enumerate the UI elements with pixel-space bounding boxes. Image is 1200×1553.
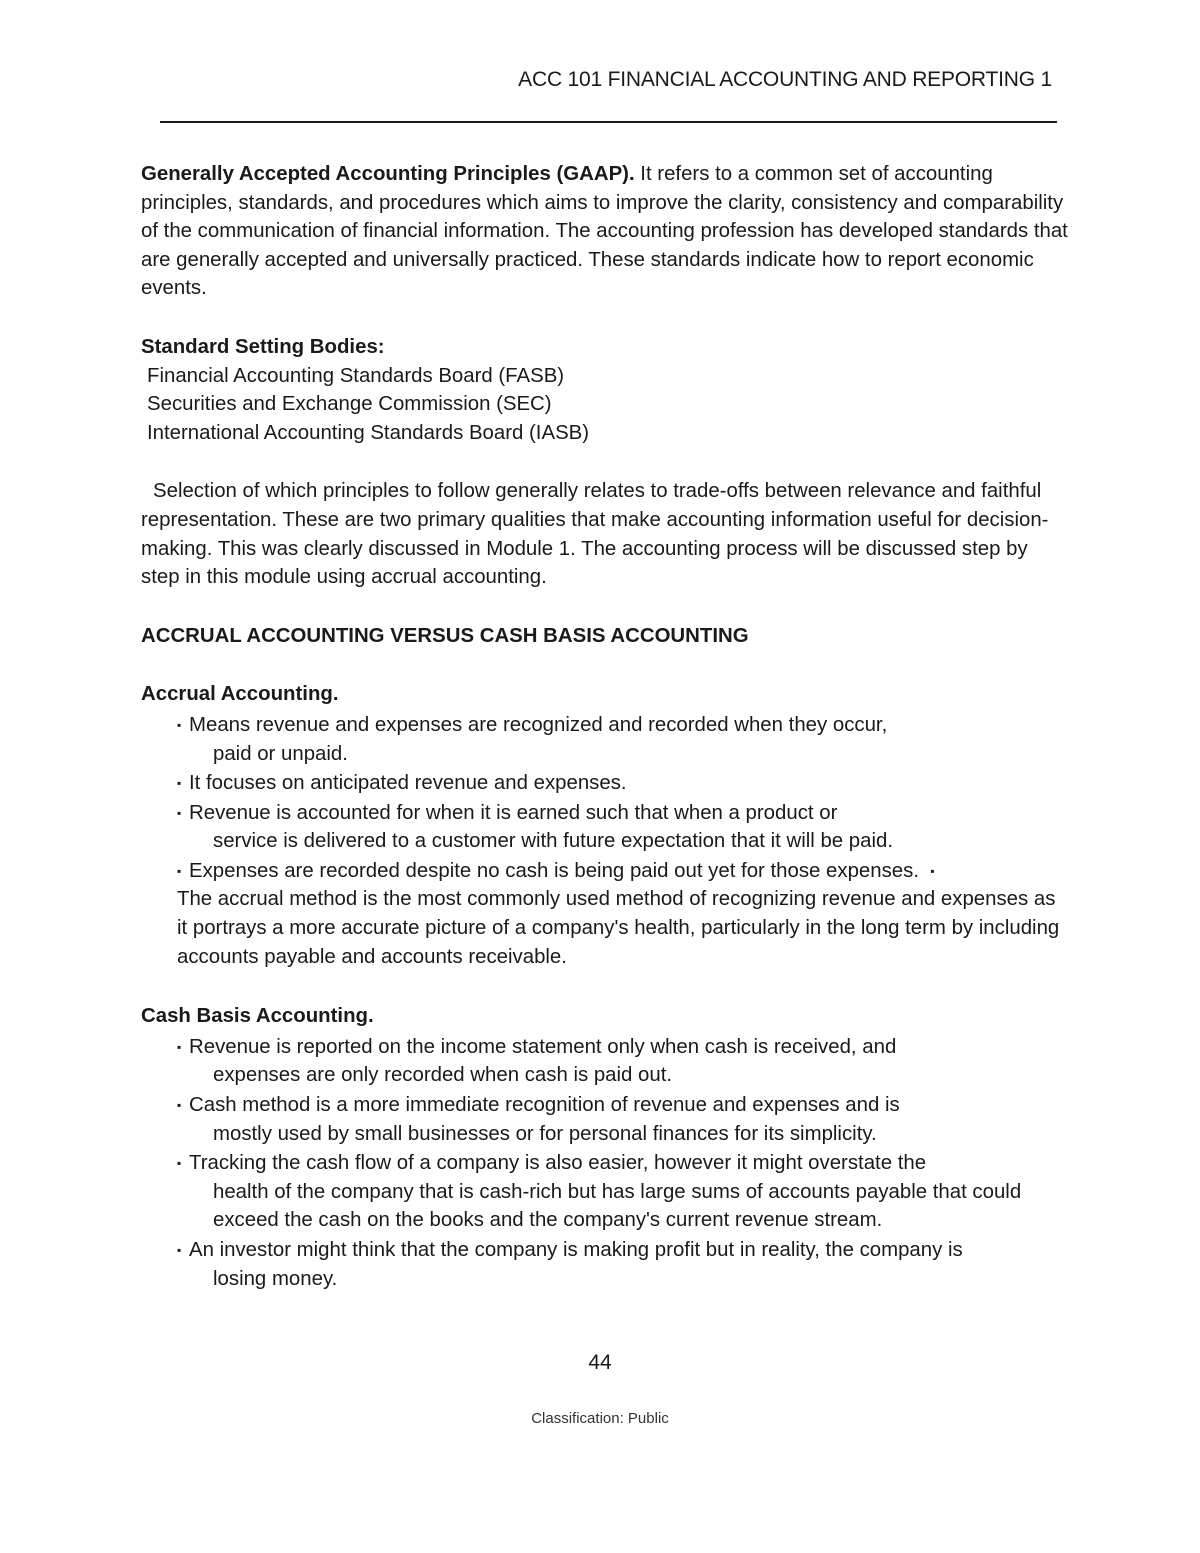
list-item: ▪ Revenue is accounted for when it is earned such that when a product or service is delivered to a customer with future expectation that it will be paid. (141, 799, 1071, 856)
bullet-icon: ▪ (177, 1098, 182, 1113)
gaap-term: Generally Accepted Accounting Principles (GAAP). (141, 163, 635, 185)
list-item: ▪ Expenses are recorded despite no cash is being paid out yet for those expenses. ▪ The accrual method is the most commonly used method of recognizing revenue and expenses as it portrays a more accurate picture of a company's health, particularly in the long term by including accounts payable and accounts receivable. (141, 857, 1071, 971)
body-item-iasb: International Accounting Standards Board (IASB) (147, 421, 590, 444)
classification-label: Classification: Public (531, 1410, 669, 1427)
bullet-icon: ▪ (177, 717, 182, 732)
accrual-heading: Accrual Accounting. (141, 683, 339, 706)
bullet-icon: ▪ (177, 1243, 182, 1257)
selection-paragraph (141, 477, 1071, 591)
running-header: ACC 101 FINANCIAL ACCOUNTING AND REPORTING 1 (518, 68, 1052, 91)
standard-setting-bodies-heading: Standard Setting Bodies: (141, 335, 385, 358)
page-number: 44 (588, 1351, 612, 1374)
bullet-icon: ▪ (177, 805, 182, 820)
body-item-fasb: Financial Accounting Standards Board (FASB) (147, 364, 565, 387)
section-heading: ACCRUAL ACCOUNTING VERSUS CASH BASIS ACCOUNTING (141, 624, 749, 647)
bullet-icon: ▪ (177, 1039, 182, 1054)
cash-bullet-list (141, 1033, 1071, 1293)
list-item: ▪ Revenue is reported on the income statement only when cash is received, and expenses are only recorded when cash is paid out. (141, 1033, 1071, 1090)
body-item-sec: Securities and Exchange Commission (SEC) (147, 393, 552, 416)
bullet-icon: ▪ (177, 863, 182, 878)
bullet-icon: ▪ (930, 863, 935, 878)
accrual-bullet-list (141, 711, 1071, 971)
bullet-icon: ▪ (177, 776, 182, 791)
list-item: ▪ It focuses on anticipated revenue and expenses. (141, 769, 1071, 798)
list-item: ▪ Cash method is a more immediate recognition of revenue and expenses and is mostly used by small businesses or for personal finances for its simplicity. (141, 1091, 1071, 1148)
list-item: ▪ An investor might think that the company is making profit but in reality, the company is losing money. (141, 1236, 1071, 1293)
cash-heading: Cash Basis Accounting. (141, 1005, 374, 1028)
list-item: ▪ Tracking the cash flow of a company is also easier, however it might overstate the health of the company that is cash-rich but has large sums of accounts payable that could exceed the cash on the books and the company's current revenue stream. (141, 1149, 1071, 1235)
gaap-paragraph (141, 160, 1071, 303)
page-content (141, 160, 1071, 1294)
header-rule (160, 121, 1057, 123)
bullet-icon: ▪ (177, 1156, 182, 1171)
list-item: ▪ Means revenue and expenses are recognized and recorded when they occur, paid or unpaid. (141, 711, 1071, 768)
selection-text: Selection of which principles to follow generally relates to trade-offs between relevance and faithful representation. These are two primary qualities that make accounting information useful for decision-making. This was clearly discussed in Module 1. The accounting process will be discussed step by step in this module using accrual accounting. (141, 480, 1049, 589)
gaap-definition: It refers to a common set of accounting principles, standards, and procedures which aims to improve the clarity, consistency and comparability of the communication of financial information. The accounting profession has developed standards that are generally accepted and universally practiced. These standards indicate how to report economic events. (141, 163, 1068, 300)
